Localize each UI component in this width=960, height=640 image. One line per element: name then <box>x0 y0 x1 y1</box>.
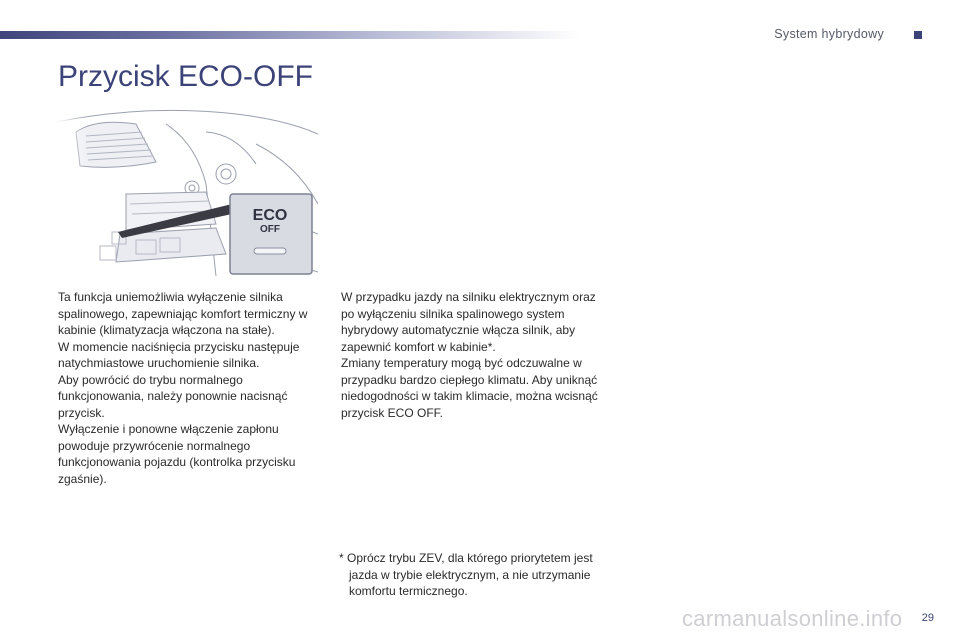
page-title: Przycisk ECO-OFF <box>58 60 313 93</box>
paragraph: W przypadku jazdy na silniku elektrycznym oraz po wyłączeniu silnika spalinowego system hybrydowy automatycznie włącza silnik, aby zapewnić komfort w kabinie*. <box>341 290 596 354</box>
paragraph: Zmiany temperatury mogą być odczuwalne w przypadku bardzo ciepłego klimatu. Aby uniknąć niedogodności w takim klimacie, można wcisnąć przycisk ECO OFF. <box>341 356 598 420</box>
indicator-light <box>254 248 286 254</box>
section-marker <box>914 31 922 39</box>
eco-label: ECO <box>252 207 288 224</box>
eco-off-button-inset <box>230 194 312 274</box>
right-column-text <box>341 289 606 421</box>
paragraph: Aby powrócić do trybu normalnego funkcjonowania, należy ponownie nacisnąć przycisk. <box>58 372 288 420</box>
off-label: OFF <box>260 224 280 235</box>
section-title: System hybrydowy <box>774 27 884 41</box>
dashboard-illustration <box>56 104 318 276</box>
header-gradient-bar <box>0 31 580 39</box>
paragraph: Wyłączenie i ponowne włączenie zapłonu powoduje przywrócenie normalnego funkcjonowania pojazdu (kontrolka przycisku zgaśnie). <box>58 422 296 486</box>
footnote: * Oprócz trybu ZEV, dla którego priorytetem jest jazda w trybie elektrycznym, a nie utrzymanie komfortu termicznego. <box>339 551 593 598</box>
left-column-text <box>58 289 320 487</box>
page-number: 29 <box>921 612 934 624</box>
paragraph: Ta funkcja uniemożliwia wyłączenie silnika spalinowego, zapewniając komfort termiczny w kabinie (klimatyzacja włączona na stałe). <box>58 290 308 337</box>
paragraph: W momencie naciśnięcia przycisku następuje natychmiastowe uruchomienie silnika. <box>58 339 300 370</box>
watermark: carmanualsonline.info <box>682 606 903 631</box>
